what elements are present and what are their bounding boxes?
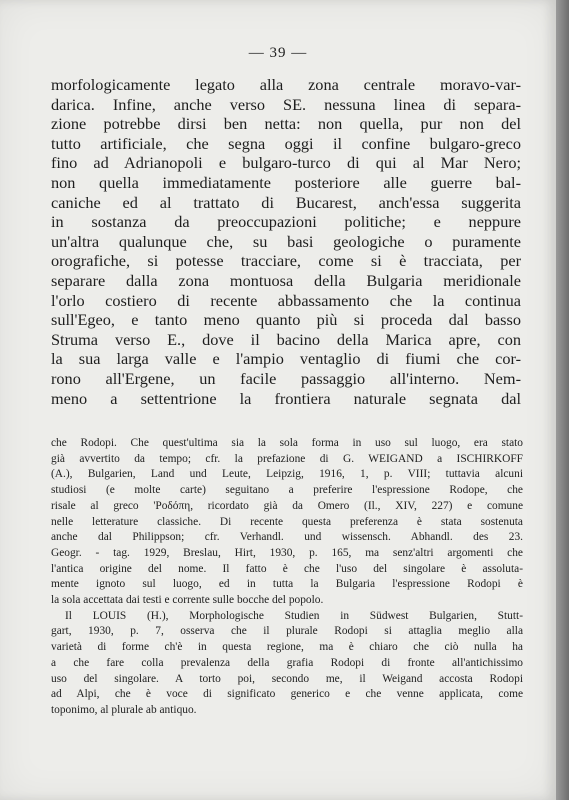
text-line: morfologicamente legato alla zona centrale moravo-var- bbox=[51, 75, 521, 94]
footnote-line: l'antica origine del nome. Il fatto è che l'uso del singolare è assoluta- bbox=[51, 562, 523, 575]
text-line: non quella immediatamente posteriore alle guerre bal- bbox=[51, 172, 521, 192]
footnote-line: ad Alpi, che è voce di significato generico e che venne applicata, come bbox=[51, 688, 523, 701]
text-line: un'altra qualunque che, su basi geologiche o puramente bbox=[51, 231, 521, 251]
main-text bbox=[51, 75, 521, 408]
footnote-line: già avvertito da tempo; cfr. la prefazione di G. WEIGAND a ISCHIRKOFF bbox=[51, 452, 523, 465]
footnote-line: varietà di forme ch'è in questa regione, ma è chiaro che ciò nulla ha bbox=[51, 641, 523, 654]
text-line: rono all'Ergene, un facile passaggio all'interno. Nem- bbox=[51, 368, 521, 388]
text-line: separare dalla zona montuosa della Bulgaria meridionale bbox=[51, 270, 521, 290]
footnote-line: a che fare colla prevalenza della grafia Rodopi di fronte all'antichissimo bbox=[51, 656, 523, 669]
footnote-line: nelle letterature classiche. Di recente questa preferenza è stata sostenuta bbox=[51, 515, 523, 528]
page-number: — 39 — bbox=[248, 45, 308, 61]
footnote-line: uso del singolare. A torto poi, secondo me, il Weigand accosta Rodopi bbox=[51, 672, 523, 685]
scan-edge bbox=[556, 0, 569, 800]
text-line: orografiche, si potesse tracciare, come si è tracciata, per bbox=[51, 251, 521, 271]
footnote-line: studiosi (e molte carte) seguitano a preferire l'espressione Rodope, che bbox=[51, 484, 523, 497]
footnote-line: gart, 1930, p. 7, osserva che il plurale Rodopi si attaglia meglio alla bbox=[51, 625, 523, 638]
text-line: darica. Infine, anche verso SE. nessuna linea di separa- bbox=[51, 94, 521, 114]
footnote-line: toponimo, al plurale ab antiquo. bbox=[51, 703, 197, 716]
footnote-line: mente ignoto sul luogo, ed in tutta la Bulgaria l'espressione Rodopi è bbox=[51, 578, 523, 591]
footnote-line: anche dal Philippson; cfr. Verhandl. und wissensch. Abhandl. des 23. bbox=[51, 531, 523, 544]
text-line: tutto artificiale, che segna oggi il confine bulgaro-greco bbox=[51, 133, 521, 153]
text-line: l'orlo costiero di recente abbassamento che la continua bbox=[51, 290, 521, 310]
text-line: Struma verso E., dove il bacino della Marica apre, con bbox=[51, 329, 521, 349]
text-line: in sostanza da preoccupazioni politiche; e neppure bbox=[51, 212, 521, 232]
footnote-line: (A.), Bulgarien, Land und Leute, Leipzig, 1916, 1, p. VIII; tuttavia alcuni bbox=[51, 468, 523, 481]
text-line: la sua larga valle e l'ampio ventaglio di fiumi che cor- bbox=[51, 349, 521, 369]
footnote-line: Geogr. - tag. 1929, Breslau, Hirt, 1930, p. 165, ma senz'altri argomenti che bbox=[51, 546, 523, 559]
text-line: sull'Egeo, e tanto meno quanto più si proceda dal basso bbox=[51, 310, 521, 330]
text-line: zione potrebbe dirsi ben netta: non quella, pur non del bbox=[51, 114, 521, 134]
text-line: caniche ed al trattato di Bucarest, anch'essa suggerita bbox=[51, 192, 521, 212]
footnote-line: Il LOUIS (H.), Morphologische Studien in Südwest Bulgarien, Stutt- bbox=[65, 609, 523, 622]
footnote-line: che Rodopi. Che quest'ultima sia la sola forma in uso sul luogo, era stato bbox=[51, 437, 523, 449]
footnotes bbox=[51, 436, 523, 719]
footnote-line: la sola accettata dai testi e corrente sulle bocche del popolo. bbox=[51, 594, 324, 607]
text-line: fino ad Adrianopoli e bulgaro-turco di qui al Mar Nero; bbox=[51, 153, 521, 173]
footnote-line: risale al greco 'Ροδόπη, ricordato già da Omero (Il., XIV, 227) e comune bbox=[51, 499, 523, 512]
text-line: meno a settentrione la frontiera naturale segnata dal bbox=[51, 388, 521, 408]
